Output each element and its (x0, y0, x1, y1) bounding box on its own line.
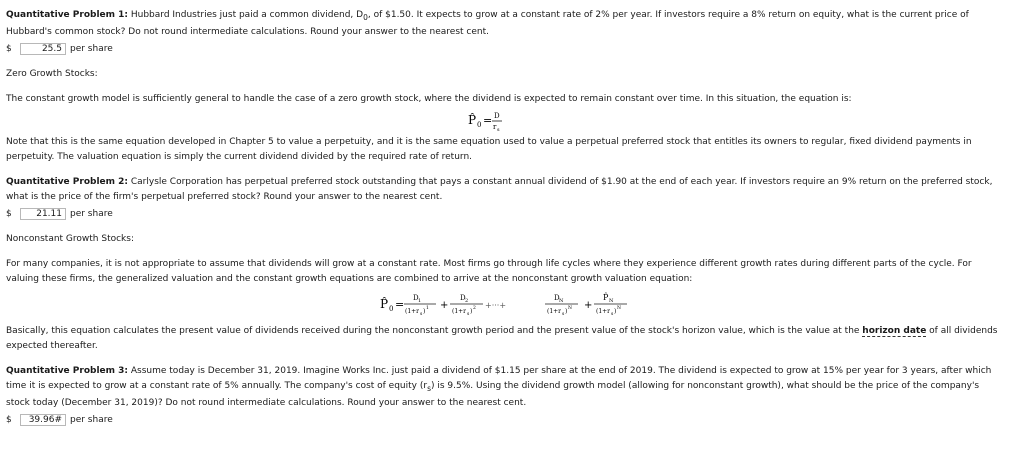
horizon-date-link[interactable]: horizon date (862, 325, 927, 336)
q2-paragraph-line2: what is the price of the firm's perpetual preferred stock? Round your answer to the nearest cent. (6, 191, 443, 202)
q3-currency: $ (6, 414, 12, 425)
q2-paragraph (6, 175, 1018, 190)
q3-answer-input[interactable] (20, 414, 66, 426)
q1-paragraph (6, 8, 1018, 25)
basically-text-a: Basically, this equation calculates the present value of dividends received during the nonconstant growth period and the present value of the stock's horizon value, which is the value at the (6, 325, 863, 336)
zero-growth-heading: Zero Growth Stocks: (6, 68, 98, 79)
eq2-t4-num: P̂ (603, 292, 609, 302)
q1-currency: $ (6, 43, 12, 54)
eq2-t4-exp: N (617, 305, 621, 311)
nonconstant-equation (6, 287, 1018, 321)
eq1-lhs: P̂ (468, 112, 477, 127)
eq2-t3-den-sub: s (562, 311, 565, 317)
q3-text-b1: time it is expected to grow at a constant rate of 5% annually. The company's cost of equity (r (6, 380, 428, 391)
q1-answer-row (6, 41, 1018, 57)
eq2-plus1: + (440, 299, 449, 311)
zero-growth-equation (6, 107, 1018, 135)
q1-text-a: Hubbard Industries just paid a common dividend, D (128, 10, 364, 20)
basically-text-b: of all dividends (926, 325, 998, 336)
eq2-lhs: P̂ (380, 296, 389, 311)
eq1-denominator-sub: s (497, 126, 500, 133)
q3-paragraph (6, 364, 1018, 379)
eq2-t1-den-close: ) (423, 307, 426, 315)
q3-rs-sub: s (427, 383, 431, 393)
q3-paragraph-line2 (6, 379, 1018, 396)
eq2-t1-num-sub: 1 (418, 297, 422, 304)
eq2-dots: +···+ (485, 300, 507, 310)
eq1-lhs-sub: 0 (477, 120, 482, 129)
eq2-t2-den-close: ) (470, 307, 473, 315)
eq2-t2-den: (1+r (452, 307, 467, 315)
eq2-t3-num-sub: N (559, 297, 564, 304)
q2-currency: $ (6, 208, 12, 219)
q1-answer-input[interactable] (20, 43, 66, 55)
q3-text-b2: ) is 9.5%. Using the dividend growth model (allowing for nonconstant growth), what should be the price of the company's (430, 380, 980, 391)
eq2-t4-den-sub: s (611, 311, 614, 317)
eq2-t4-den: (1+r (596, 307, 611, 315)
eq2-t2-num: D (460, 293, 466, 302)
eq2-plus2: + (584, 299, 593, 311)
q1-unit: per share (70, 43, 113, 54)
q2-answer-input[interactable] (20, 208, 66, 220)
eq2-t3-num: D (554, 293, 560, 302)
basically-paragraph (6, 324, 1018, 339)
eq2-t2-exp: 2 (473, 305, 476, 311)
basically-paragraph-line2: expected thereafter. (6, 340, 98, 351)
nonconstant-equation-svg (6, 287, 1018, 321)
q2-text-a: Carlysle Corporation has perpetual preferred stock outstanding that pays a constant annual dividend of $1.90 at the end of each year. If investors require an 9% return on the preferred stock, (128, 176, 993, 187)
zero-growth-note-line1: Note that this is the same equation developed in Chapter 5 to value a perpetuity, and it is the same equation used to value a perpetual preferred stock that entitles its owners to regular, fixed dividend payments in (6, 136, 972, 147)
eq2-t3-den: (1+r (547, 307, 562, 315)
eq2-t4-den-close: ) (614, 307, 617, 315)
eq2-t4-num-sub: N (609, 297, 614, 304)
eq1-equals: = (483, 113, 493, 127)
q3-answer-row (6, 412, 1018, 428)
q1-text-b: , of $1.50. It expects to grow at a constant rate of 2% per year. If investors require a 8% return on equity, what is the current price of (367, 10, 969, 20)
eq2-equals: = (395, 297, 405, 311)
q2-title: Quantitative Problem 2: (6, 176, 129, 187)
eq1-denominator: r (493, 122, 497, 131)
eq2-lhs-sub: 0 (389, 304, 394, 313)
zero-growth-note-line2: perpetuity. The valuation equation is simply the current dividend divided by the required rate of return. (6, 151, 473, 162)
eq2-t1-exp: 1 (426, 305, 429, 311)
eq2-t1-den-sub: s (420, 311, 423, 317)
q3-title: Quantitative Problem 3: (6, 365, 129, 376)
q2-unit: per share (70, 208, 113, 219)
q1-title: Quantitative Problem 1: (6, 10, 129, 20)
q1-paragraph-line2: Hubbard's common stock? Do not round intermediate calculations. Round your answer to the nearest cent. (6, 26, 489, 37)
q2-answer-row (6, 206, 1018, 222)
q3-paragraph-line3: stock today (December 31, 2019)? Do not round intermediate calculations. Round your answer to the nearest cent. (6, 397, 527, 408)
q1-d0-sub: 0 (363, 12, 368, 22)
eq2-t3-exp: N (568, 305, 572, 311)
eq2-t1-den: (1+r (405, 307, 420, 315)
eq2-t2-num-sub: 2 (465, 297, 469, 304)
q3-unit: per share (70, 414, 113, 425)
eq2-t2-den-sub: s (467, 311, 470, 317)
nonconstant-text-line1: For many companies, it is not appropriate to assume that dividends will grow at a constant rate. Most firms go through life cycles where they experience different growth rates during different parts of the cycle. For (6, 258, 972, 269)
q3-text-a: Assume today is December 31, 2019. Imagine Works Inc. just paid a dividend of $1.15 per share at the end of 2019. The dividend is expected to grow at 15% per year for 3 years, after which (128, 365, 992, 376)
zero-growth-text: The constant growth model is sufficiently general to handle the case of a zero growth stock, where the dividend is expected to remain constant over time. In this situation, the equation is: (6, 93, 852, 104)
nonconstant-heading: Nonconstant Growth Stocks: (6, 233, 134, 244)
zero-growth-equation-svg (6, 107, 1018, 135)
eq1-numerator: D (494, 111, 500, 120)
eq2-t1-num: D (413, 293, 419, 302)
eq2-t3-den-close: ) (565, 307, 568, 315)
nonconstant-text-line2: valuing these firms, the generalized valuation and the constant growth equations are combined to arrive at the nonconstant growth valuation equation: (6, 273, 693, 284)
